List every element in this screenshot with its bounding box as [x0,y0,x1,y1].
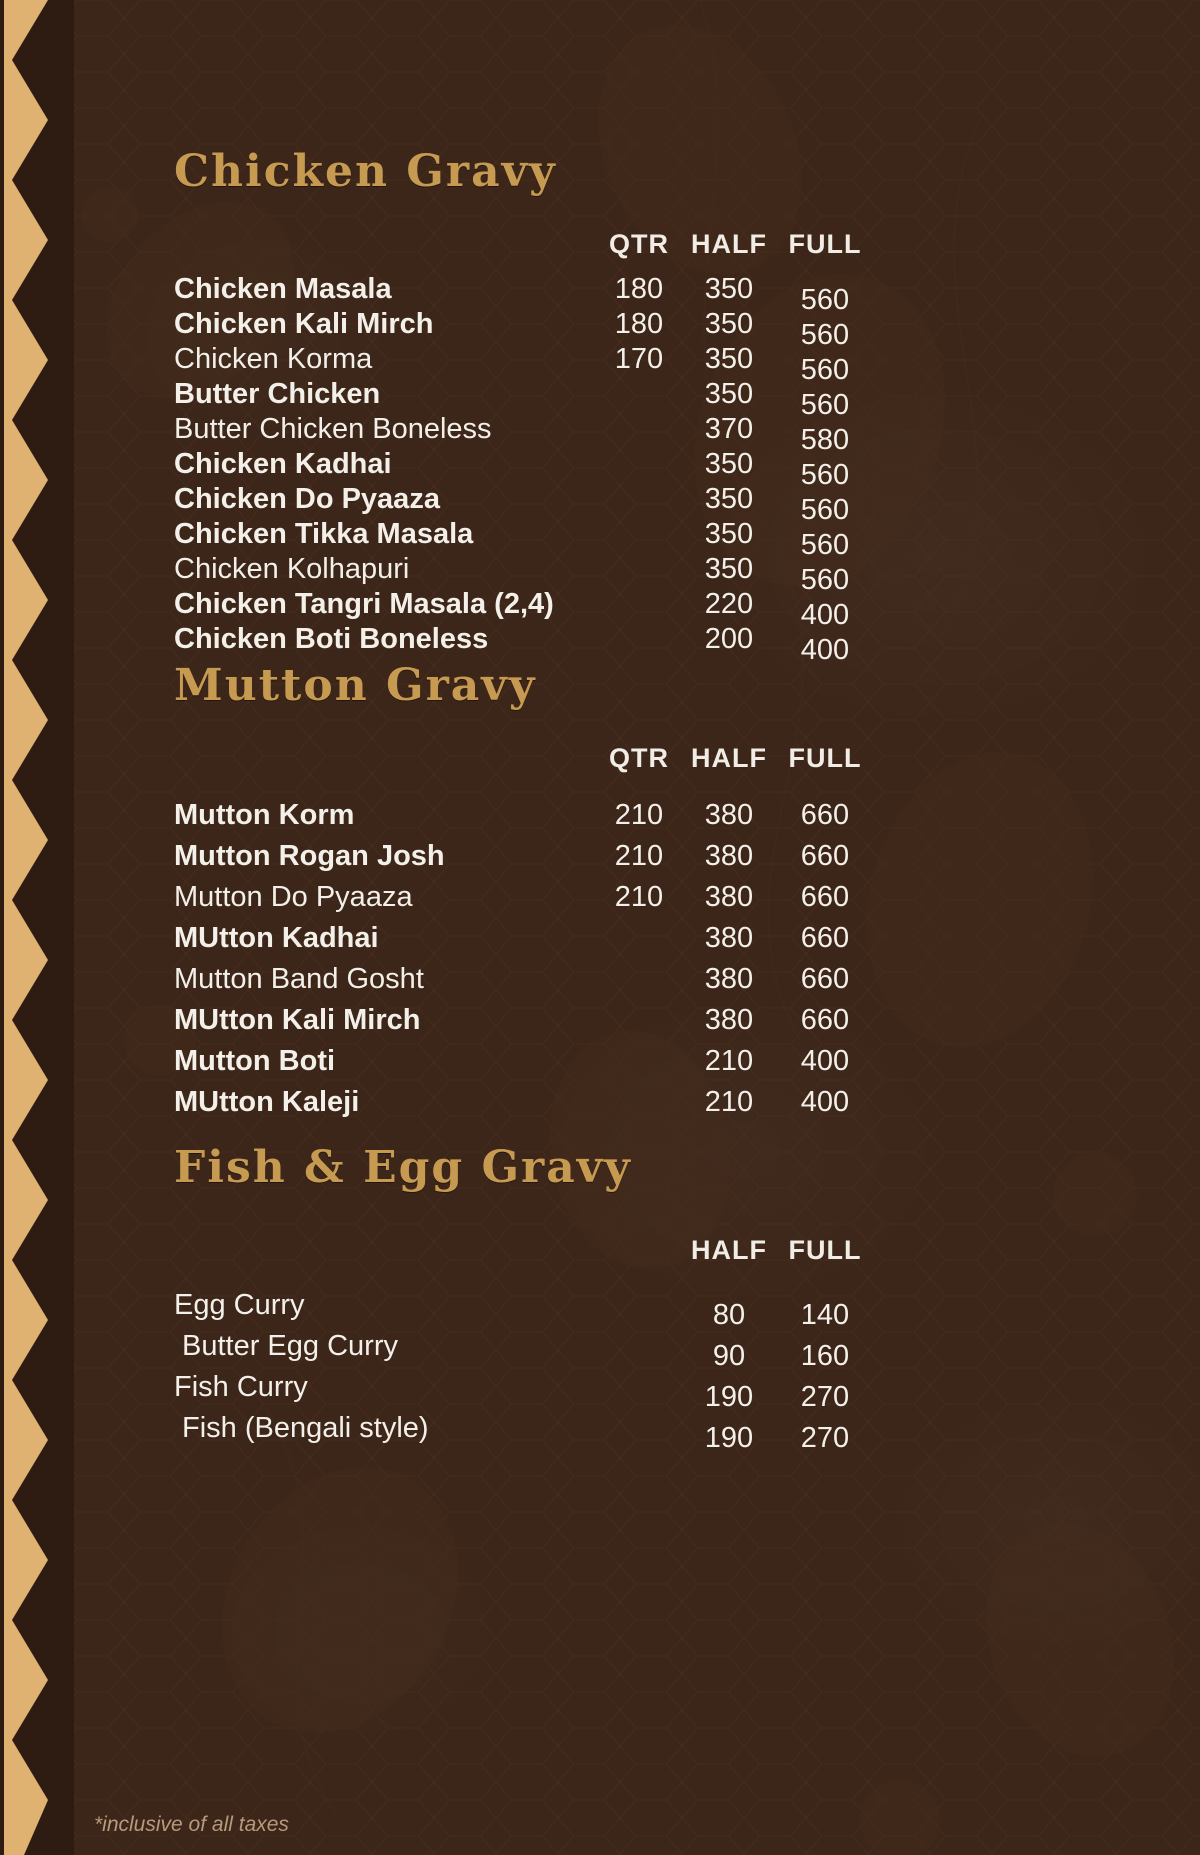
menu-item-list [174,273,1074,666]
column-header-half: HALF [691,229,767,259]
column-header-half: HALF [691,1235,767,1265]
menu-item-row [174,553,1074,596]
item-price-half: 370 [704,413,754,445]
item-price-half: 380 [704,840,754,872]
section-mutton-gravy [174,660,1074,1127]
menu-item-list [174,1289,1074,1453]
item-price-qtr: 170 [614,343,664,375]
menu-item-row [174,1289,1074,1330]
item-price-full: 660 [800,963,850,995]
item-name: Butter Chicken [174,378,381,410]
item-name: Mutton Boti [174,1045,336,1077]
section-title: Chicken Gravy [174,146,557,197]
column-header-qtr: QTR [609,229,669,259]
item-price-half: 220 [704,588,754,620]
item-price-full: 560 [800,564,850,596]
item-name: Chicken Kolhapuri [174,553,410,585]
item-price-half: 350 [704,343,754,375]
item-price-full: 270 [800,1422,850,1454]
item-name: Fish (Bengali style) [182,1412,429,1444]
column-header-full: FULL [788,743,862,773]
item-price-full: 660 [800,881,850,913]
menu-item-row [174,1371,1074,1412]
menu-item-row [174,413,1074,456]
menu-item-row [174,378,1074,421]
item-name: Fish Curry [174,1371,308,1403]
section-title: Mutton Gravy [174,660,537,711]
item-price-qtr: 180 [614,273,664,305]
menu-item-row [174,1330,1074,1371]
item-price-half: 350 [704,378,754,410]
column-headers [174,743,1074,777]
item-name: Chicken Boti Boneless [174,623,489,655]
item-name: Mutton Rogan Josh [174,840,445,872]
menu-item-row [174,881,1074,922]
item-name: MUtton Kali Mirch [174,1004,421,1036]
item-price-full: 160 [800,1340,850,1372]
item-price-half: 210 [704,1045,754,1077]
menu-item-list [174,799,1074,1127]
menu-item-row [174,273,1074,316]
item-price-half: 350 [704,308,754,340]
item-name: Butter Egg Curry [182,1330,398,1362]
item-name: MUtton Kadhai [174,922,379,954]
item-price-qtr: 210 [614,840,664,872]
item-name: Chicken Kadhai [174,448,392,480]
column-header-half: HALF [691,743,767,773]
column-headers [174,229,1074,263]
item-price-full: 270 [800,1381,850,1413]
item-price-full: 140 [800,1299,850,1331]
menu-item-row [174,840,1074,881]
menu-item-row [174,1086,1074,1127]
menu-item-row [174,308,1074,351]
item-price-half: 380 [704,799,754,831]
item-name: Mutton Band Gosht [174,963,424,995]
item-price-full: 660 [800,922,850,954]
item-name: Chicken Do Pyaaza [174,483,440,515]
item-name: Chicken Korma [174,343,373,375]
menu-item-row [174,1412,1074,1453]
menu-content [74,0,1200,1855]
menu-item-row [174,588,1074,631]
zigzag-pattern-icon [4,0,70,1855]
item-price-half: 350 [704,553,754,585]
item-price-qtr: 210 [614,881,664,913]
item-price-qtr: 180 [614,308,664,340]
item-price-half: 350 [704,273,754,305]
menu-item-row [174,448,1074,491]
item-price-full: 580 [800,424,850,456]
item-price-full: 560 [800,354,850,386]
item-price-full: 560 [800,459,850,491]
column-header-full: FULL [788,1235,862,1265]
item-price-half: 190 [704,1422,754,1454]
tax-footnote: *inclusive of all taxes [94,1813,289,1836]
menu-item-row [174,518,1074,561]
item-price-half: 210 [704,1086,754,1118]
item-price-half: 200 [704,623,754,655]
item-price-half: 380 [704,1004,754,1036]
item-price-half: 350 [704,518,754,550]
item-price-half: 380 [704,922,754,954]
item-name: Mutton Korm [174,799,355,831]
menu-item-row [174,799,1074,840]
item-price-full: 560 [800,529,850,561]
item-price-full: 400 [800,599,850,631]
item-name: Egg Curry [174,1289,305,1321]
item-price-half: 350 [704,483,754,515]
item-name: MUtton Kaleji [174,1086,360,1118]
item-price-half: 80 [712,1299,746,1331]
menu-item-row [174,343,1074,386]
item-price-full: 560 [800,494,850,526]
item-price-full: 400 [800,1086,850,1118]
menu-item-row [174,623,1074,666]
item-name: Chicken Masala [174,273,392,305]
menu-item-row [174,483,1074,526]
item-price-full: 400 [800,1045,850,1077]
item-price-half: 350 [704,448,754,480]
item-price-full: 560 [800,284,850,316]
item-price-qtr: 210 [614,799,664,831]
item-price-full: 660 [800,840,850,872]
item-name: Chicken Tangri Masala (2,4) [174,588,554,620]
item-price-full: 660 [800,1004,850,1036]
item-name: Butter Chicken Boneless [174,413,492,445]
item-price-full: 560 [800,319,850,351]
menu-item-row [174,963,1074,1004]
menu-item-row [174,1045,1074,1086]
item-price-full: 560 [800,389,850,421]
item-price-half: 380 [704,881,754,913]
item-price-full: 400 [800,634,850,666]
menu-item-row [174,922,1074,963]
item-name: Chicken Kali Mirch [174,308,434,340]
column-header-qtr: QTR [609,743,669,773]
column-header-full: FULL [788,229,862,259]
item-price-full: 660 [800,799,850,831]
section-fish-egg-gravy [174,1142,1074,1453]
left-ornament-band [0,0,74,1855]
section-chicken-gravy [174,146,1074,666]
item-name: Chicken Tikka Masala [174,518,474,550]
item-price-half: 190 [704,1381,754,1413]
item-name: Mutton Do Pyaaza [174,881,413,913]
column-headers [174,1235,1074,1269]
item-price-half: 380 [704,963,754,995]
menu-item-row [174,1004,1074,1045]
item-price-half: 90 [712,1340,746,1372]
section-title: Fish & Egg Gravy [174,1142,632,1193]
